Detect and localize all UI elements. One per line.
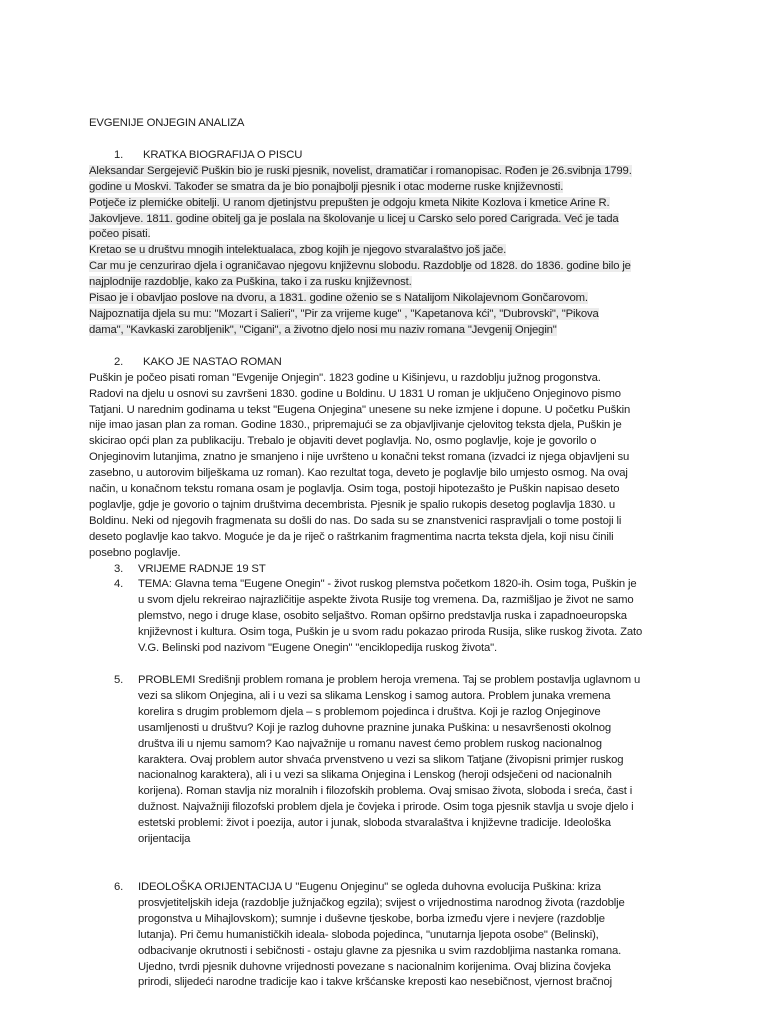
text-line: poglavlje, gdje je govorio o tajnim društvima decembrista. Pjesnik je spalio rukopis desetog poglavlja 1830. u [89, 498, 616, 511]
text-line: vezi sa slikom Onjegina, ali i u vezi sa slikama Lenskog i samog autora. Problem junaka vremena [138, 689, 611, 702]
text-line: V.G. Belinski pod nazivom "Eugene Onegin" "enciklopedija ruskog života". [138, 642, 498, 655]
text-line: nije imao jasan plan za roman. Godine 1830., pripremajući se za objavljivanje cjelovitog teksta djela, Puškin je [89, 419, 622, 432]
text-line: Boldinu. Neki od njegovih fragmenata su došli do nas. Do sada su se znanstvenici raspravljali o tome postoji li [89, 514, 622, 527]
text-line: karaktera. Ovaj problem autor shvaća prvenstveno u vezi sa slikom Tatjane (živopisni primjer ruskog [138, 753, 624, 766]
document-page [89, 116, 679, 991]
section-title: KAKO JE NASTAO ROMAN [143, 355, 282, 368]
text-line: Kretao se u društvu mnogih intelektualaca, zbog kojih je njegovo stvaralaštvo još jače. [89, 244, 507, 257]
text-line: u svom djelu rekreirao najrazličitije aspekte života Rusije tog vremena. Da, razmišljao je život ne samo [138, 594, 634, 607]
text-line: prirodi, slijedeći narodne tradicije kao i takve kršćanske kreposti kao nesebičnost, vjernost bračnoj [138, 976, 612, 989]
text-line: Tatjani. U narednim godinama u tekst "Eugena Onjegina" unesene su neke izmjene i dopune. U početku Puškin [89, 403, 631, 416]
section-body-biografija [89, 164, 679, 339]
section-title: KRATKA BIOGRAFIJA O PISCU [143, 148, 303, 161]
list-item-problemi [89, 673, 679, 848]
text-line: deseto poglavlje kao takvo. Moguće je da je riječ o raštrkanim fragmentima nacrta teksta djela, koji nisu činili [89, 530, 614, 543]
text-line: Najpoznatija djela su mu: "Mozart i Salieri", "Pir za vrijeme kuge" , "Kapetanova kći", "Dubrovski", "Pikova [89, 307, 599, 320]
text-line: usamljenosti u društvu? Koji je razlog duhovne praznine junaka Puškina: u nesavršenosti okolnog [138, 721, 612, 734]
text-line: Jakovljeve. 1811. godine obitelj ga je poslala na školovanje u licej u Carsko selo pored Carigrada. Već je tada [89, 212, 619, 225]
text-line: korelira s drugim problemom djela – s problemom pojedinca i društva. Koji je razlog Onjeginove [138, 705, 601, 718]
text-line: najplodnije razdoblje, kako za Puškina, tako i za rusku književnost. [89, 276, 412, 289]
text-line: dužnost. Najvažniji filozofski problem djela je čovjeka i prirode. Osim toga pjesnik stavlja u svoje djelo i [138, 801, 634, 814]
text-line: društva ili u njemu samom? Kao najvažnije u romanu navest ćemo problem ruskog nacionalnog [138, 737, 602, 750]
list-item-vrijeme [89, 562, 679, 578]
section-heading-nastanak [89, 355, 679, 371]
text-line: Pisao je i obavljao poslove na dvoru, a 1831. godine oženio se s Natalijom Nikolajevnom Gončarovom. [89, 292, 588, 305]
item-number: 3. [114, 562, 124, 575]
text-line: dama", "Kavkaski zarobljenik", "Cigani", a životno djelo nosi mu naziv romana "Jevgenij Onjegin" [89, 323, 557, 336]
text-line: Aleksandar Sergejevič Puškin bio je ruski pjesnik, novelist, dramatičar i romanopisac. Rođen je 26.svibnja 1799. [89, 164, 632, 177]
section-number: 1. [114, 148, 124, 161]
text-line: godine u Moskvi. Također se smatra da je bio ponajbolji pjesnik i otac moderne ruske književnosti. [89, 180, 564, 193]
text-line: estetski problemi: život i poezija, autor i junak, sloboda stvaralaštva i književne tradicije. Ideološka [138, 817, 611, 830]
text-line: progonstva u Mihajlovskom); sumnje i duševne tjeskobe, borba između vjere i nevjere (razdoblje [138, 912, 605, 925]
text-line: TEMA: Glavna tema "Eugene Onegin" - život ruskog plemstva početkom 1820-ih. Osim toga, Puškin je [138, 578, 637, 591]
item-number: 4. [114, 578, 124, 591]
text-line: nacionalnog karaktera), ali i u vezi sa slikama Onjegina i Lenskog (heroji odsječeni od nacionalnih [138, 769, 612, 782]
text-line: Potječe iz plemićke obitelji. U ranom djetinjstvu prepušten je odgoju kmeta Nikite Kozlova i kmetice Arine R. [89, 196, 610, 209]
text-line: PROBLEMI Središnji problem romana je problem heroja vremena. Taj se problem postavlja uglavnom u [138, 674, 641, 686]
document-title: EVGENIJE ONJEGIN ANALIZA [89, 117, 245, 129]
text-line: književnost i kultura. Osim toga, Puškin je u svom radu pokazao priroda Rusija, slike ruskog života. Zato [138, 626, 643, 639]
text-line: plemstvo, nego i druge klase, osobito seljaštvo. Roman opširno predstavlja ruska i zapadnoeuropska [138, 610, 627, 623]
text-line: način, u konačnom tekstu romana osam je poglavlja. Osim toga, postoji hipotezašto je Puškin napisao deseto [89, 483, 620, 496]
text-line: lutanja). Pri čemu humanističkih ideala- sloboda pojedinca, "unutarnja ljepota osobe" (Belinski), [138, 928, 599, 941]
list-item-tema [89, 577, 679, 657]
text-line: Puškin je počeo pisati roman "Evgenije Onjegin". 1823 godine u Kišinjevu, u razdoblju južnog progonstva. [89, 371, 601, 384]
text-line: počeo pisati. [89, 228, 151, 241]
text-line: zasebno, u autorovim bilješkama uz roman). Kao rezultat toga, deveto je poglavlje bilo umjesto osmog. Na ovaj [89, 467, 628, 480]
item-number: 6. [114, 880, 124, 893]
item-text: VRIJEME RADNJE 19 ST [138, 562, 266, 575]
text-line: Car mu je cenzurirao djela i ograničavao njegovu književnu slobodu. Razdoblje od 1828. do 1836. godine bilo je [89, 260, 631, 273]
section-number: 2. [114, 355, 124, 368]
text-line: orijentacija [138, 833, 191, 846]
section-heading-biografija [89, 148, 679, 164]
section-body-nastanak [89, 371, 679, 562]
text-line: Radovi na djelu u osnovi su završeni 1830. godine u Boldinu. U 1831 U roman je uključeno Onjeginovo pismo [89, 387, 621, 400]
text-line: prosvjetiteljskih ideja (razdoblje južnjačkog egzila); svijest o vrijednostima narodnog života (razdoblje [138, 896, 625, 909]
text-line: skicirao opći plan za publikaciju. Trebalo je objaviti devet poglavlja. No, osmo poglavlje, koje je govorilo o [89, 435, 597, 448]
list-item-ideoloska-orijentacija [89, 880, 679, 991]
text-line: IDEOLOŠKA ORIJENTACIJA U "Eugenu Onjeginu" se ogleda duhovna evolucija Puškina: kriza [138, 880, 601, 893]
text-line: Onjeginovim lutanjima, znatno je smanjeno i nije uvršteno u konačni tekst romana (izvadci iz njega objavljeni su [89, 451, 630, 464]
text-line: korijena). Roman stavlja niz moralnih i filozofskih problema. Ovaj smisao života, sloboda i sreća, čast i [138, 785, 633, 798]
item-number: 5. [114, 674, 124, 686]
text-line: posebno poglavlje. [89, 546, 181, 559]
text-line: odbacivanje okrutnosti i sebičnosti - ostaju glavne za pjesnika u svim razdobljima nastanka romana. [138, 944, 622, 957]
text-line: Ujedno, tvrdi pjesnik duhovne vrijednosti povezane s nacionalnim korijenima. Ovaj blizina čovjeka [138, 960, 611, 973]
